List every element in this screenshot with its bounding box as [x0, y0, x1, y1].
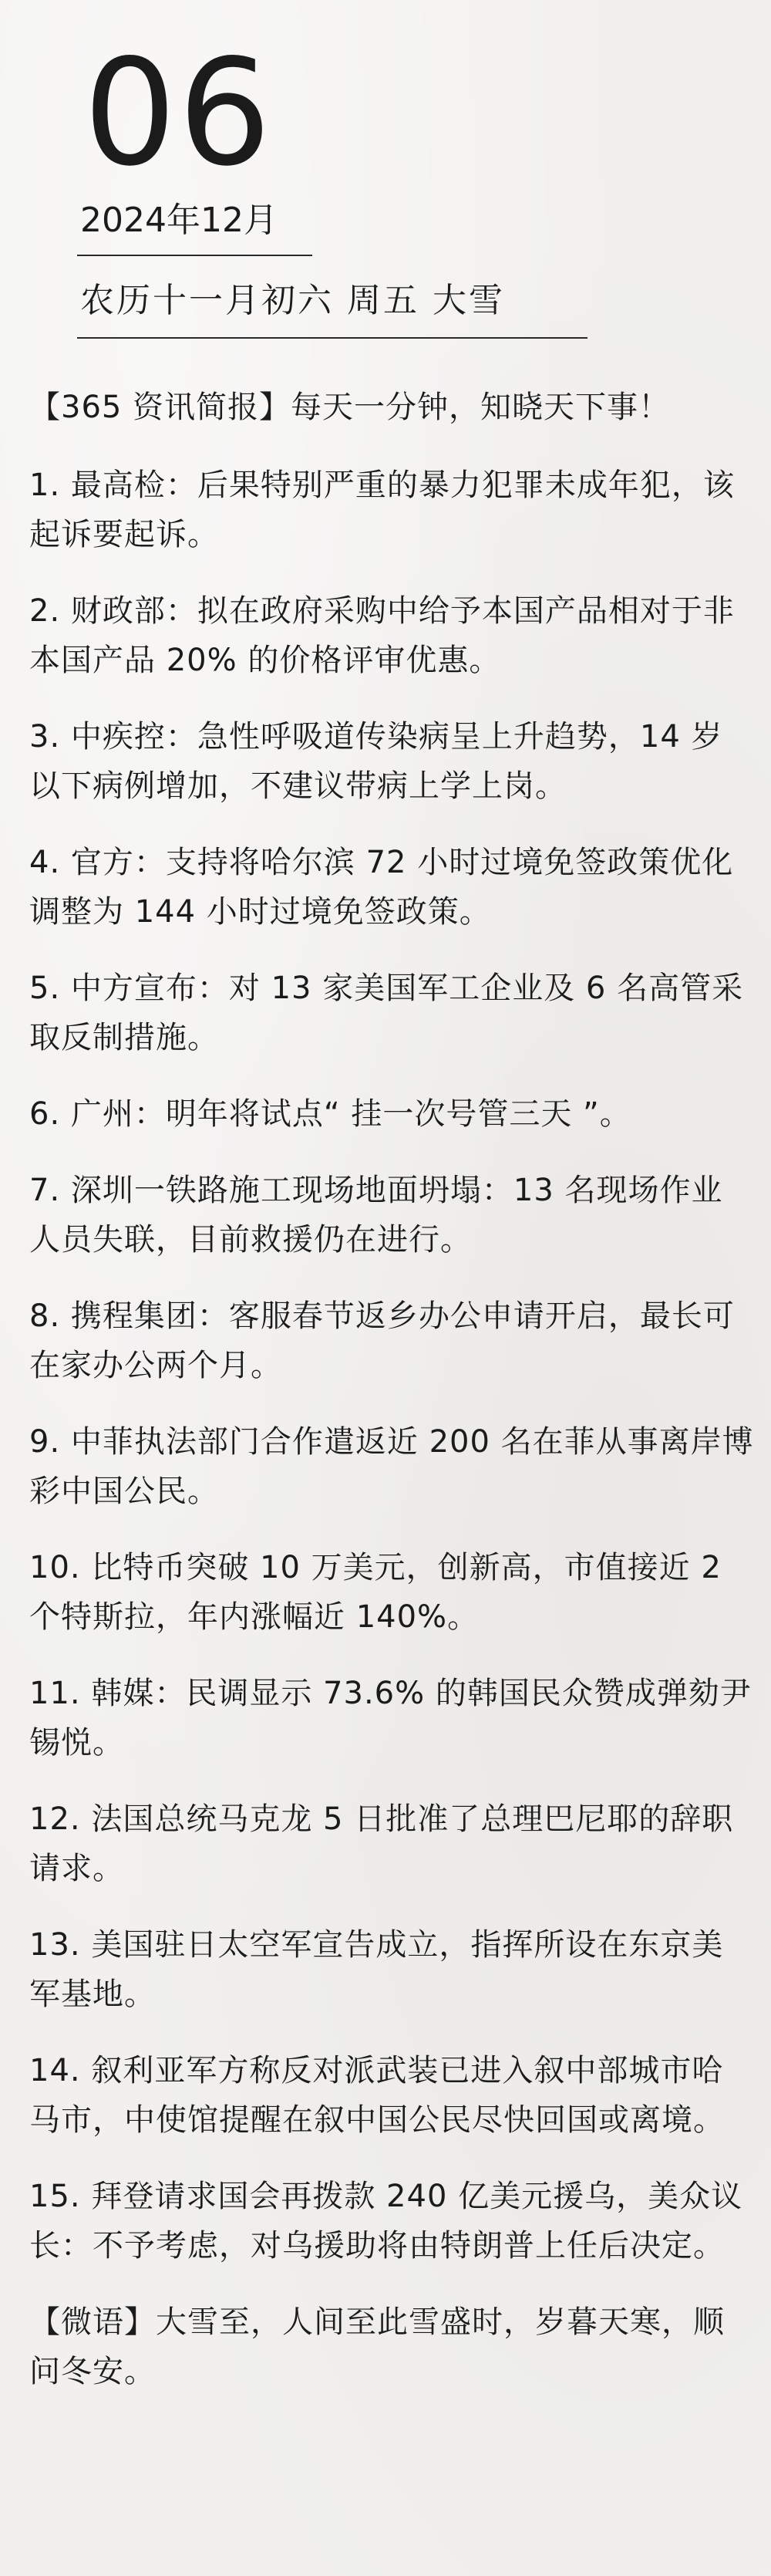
- news-item: 8. 携程集团：客服春节返乡办公申请开启，最长可在家办公两个月。: [29, 1298, 735, 1383]
- daily-quote: 【微语】大雪至，人间至此雪盛时，岁暮天寒，顺问冬安。: [29, 2304, 725, 2389]
- news-item: 5. 中方宣布：对 13 家美国军工企业及 6 名高管采取反制措施。: [29, 971, 744, 1055]
- news-item: 15. 拜登请求国会再拨款 240 亿美元援乌，美众议长：不予考虑，对乌援助将由特朗普上任后决定。: [29, 2179, 743, 2264]
- date-year-month: 2024年12月: [80, 201, 278, 240]
- news-brief: [29, 383, 754, 2423]
- news-item: 7. 深圳一铁路施工现场地面坍塌：13 名现场作业人员失联，目前救援仍在进行。: [29, 1173, 723, 1258]
- news-item: 10. 比特币突破 10 万美元，创新高，市值接近 2 个特斯拉，年内涨幅近 140%。: [29, 1550, 722, 1635]
- news-item: 12. 法国总统马克龙 5 日批准了总理巴尼耶的辞职请求。: [29, 1801, 734, 1886]
- news-item: 2. 财政部：拟在政府采购中给予本国产品相对于非本国产品 20% 的价格评审优惠。: [29, 593, 735, 678]
- news-item: 4. 官方：支持将哈尔滨 72 小时过境免签政策优化调整为 144 小时过境免签政策。: [29, 845, 734, 930]
- news-item: 1. 最高检：后果特别严重的暴力犯罪未成年犯，该起诉要起诉。: [29, 468, 735, 552]
- news-item: 14. 叙利亚军方称反对派武装已进入叙中部城市哈马市，中使馆提醒在叙中国公民尽快回国或离境。: [29, 2053, 725, 2138]
- news-item: 3. 中疾控：急性呼吸道传染病呈上升趋势，14 岁以下病例增加，不建议带病上学上岗。: [29, 719, 723, 804]
- news-item: 6. 广州：明年将试点“ 挂一次号管三天 ”。: [29, 1096, 631, 1132]
- divider-line: [77, 255, 312, 256]
- news-item: 11. 韩媒：民调显示 73.6% 的韩国民众赞成弹劾尹锡悦。: [29, 1676, 752, 1761]
- brief-intro: 【365 资讯简报】每天一分钟，知晓天下事！: [29, 390, 671, 425]
- date-lunar-weekday-weather: 农历十一月初六 周五 大雪: [80, 281, 505, 320]
- news-item: 9. 中菲执法部门合作遣返近 200 名在菲从事离岸博彩中国公民。: [29, 1424, 754, 1509]
- news-item: 13. 美国驻日太空军宣告成立，指挥所设在东京美军基地。: [29, 1927, 724, 2012]
- date-day: 06: [83, 28, 273, 198]
- divider-line: [77, 337, 588, 339]
